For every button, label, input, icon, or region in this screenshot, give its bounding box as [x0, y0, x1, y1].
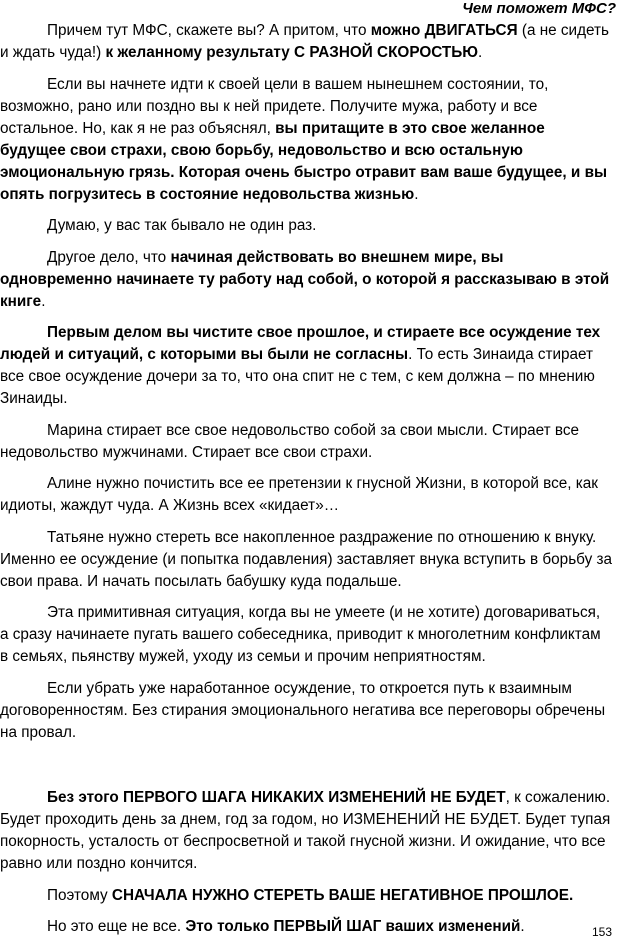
text-run: .: [478, 44, 483, 61]
bold-text-run: Это только ПЕРВЫЙ ШАГ ваших изменений: [185, 918, 521, 935]
paragraph: [0, 473, 612, 517]
text-run: .: [520, 918, 525, 935]
bold-text-run: СНАЧАЛА НУЖНО СТЕРЕТЬ ВАШЕ НЕГАТИВНОЕ ПРОШЛОЕ.: [111, 886, 574, 904]
text-run: (а не сидеть и ждать чуда!): [0, 22, 609, 61]
paragraph: [0, 885, 612, 907]
bold-text-run: Первым делом вы чистите свое прошлое, и стираете все осуждение тех людей и ситуаций, с которыми вы были не согласны: [0, 324, 601, 363]
text-run: Причем тут МФС, скажете вы? А притом, что: [47, 22, 371, 39]
paragraph: [0, 602, 612, 668]
text-run: Если убрать уже наработанное осуждение, то откроется путь к взаимным договоренностям. Без стирания эмоционального негатива все переговоры обречены на провал.: [0, 679, 606, 741]
text-run: , к сожалению. Будет проходить день за днем, год за годом, но ИЗМЕНЕНИЙ НЕ БУДЕТ. Будет тупая покорность, усталость от беспросветной и такой гнусной жизни. И ожидание, что все равно или поздно кончится.: [0, 789, 611, 872]
text-run: Татьяне нужно стереть все накопленное раздражение по отношению к внуку. Именно ее осуждение (и попытка подавления) заставляет внука вступить в борьбу за свои права. И начать посылать бабушку куда подальше.: [0, 528, 613, 590]
text-block-2: [0, 787, 612, 938]
paragraph: [0, 678, 612, 744]
text-run: .: [414, 185, 419, 203]
paragraph: [0, 74, 612, 206]
text-run: Эта примитивная ситуация, когда вы не умеете (и не хотите) договариваться, а сразу начинаете пугать вашего собеседника, приводит к многолетним конфликтам в семьях, пьянству мужей, уходу из семьи и прочим неприятностям.: [0, 604, 601, 665]
bold-text-run: начиная действовать во внешнем мире, вы одновременно начинаете ту работу над собой, о которой я рассказываю в этой книге: [0, 248, 610, 310]
paragraph: [0, 916, 612, 938]
page-number: 153: [591, 925, 612, 939]
paragraph: [0, 420, 612, 464]
text-block-1: [0, 20, 612, 744]
text-run: Думаю, у вас так бывало не один раз.: [47, 217, 317, 234]
text-run: Алине нужно почистить все ее претензии к гнусной Жизни, в которой все, как идиоты, жаждут чуда. А Жизнь всех «кидает»…: [0, 475, 598, 514]
text-run: Другое дело, что: [47, 248, 171, 266]
text-run: .: [41, 292, 46, 310]
paragraph: [0, 322, 612, 410]
paragraph: [0, 787, 612, 875]
text-run: Если вы начнете идти к своей цели в вашем нынешнем состоянии, то, возможно, рано или поздно вы к ней придете. Получите мужа, работу и все остальное. Но, как я не раз объяснял,: [0, 75, 549, 137]
bold-text-run: вы притащите в это свое желанное будущее свои страхи, свою борьбу, недовольство и всю остальную эмоциональную грязь. Которая очень быстро отравит вам ваше будущее, и вы опять погрузитесь в состояние недовольства жизнью: [0, 119, 608, 203]
text-run: Марина стирает все свое недовольство собой за свои мысли. Стирает все недовольство мужчинами. Стирает все свои страхи.: [0, 421, 579, 461]
bold-text-run: к желанному результату С РАЗНОЙ СКОРОСТЬЮ: [105, 44, 478, 61]
section-gap: [0, 753, 612, 787]
bold-text-run: Без этого ПЕРВОГО ШАГА НИКАКИХ ИЗМЕНЕНИЙ НЕ БУДЕТ: [47, 789, 506, 806]
bold-text-run: можно ДВИГАТЬСЯ: [370, 22, 518, 39]
paragraph: [0, 20, 612, 64]
paragraph: [0, 527, 612, 593]
page-body: [0, 20, 612, 948]
paragraph: [0, 247, 612, 313]
text-run: Но это еще не все.: [47, 918, 186, 935]
running-header: Чем поможет МФС?: [462, 0, 616, 17]
text-run: . То есть Зинаида стирает все свое осуждение дочери за то, что она спит не с тем, с кем должна – по мнению Зинаиды.: [0, 346, 595, 407]
paragraph: [0, 215, 612, 237]
text-run: Поэтому: [47, 886, 112, 904]
